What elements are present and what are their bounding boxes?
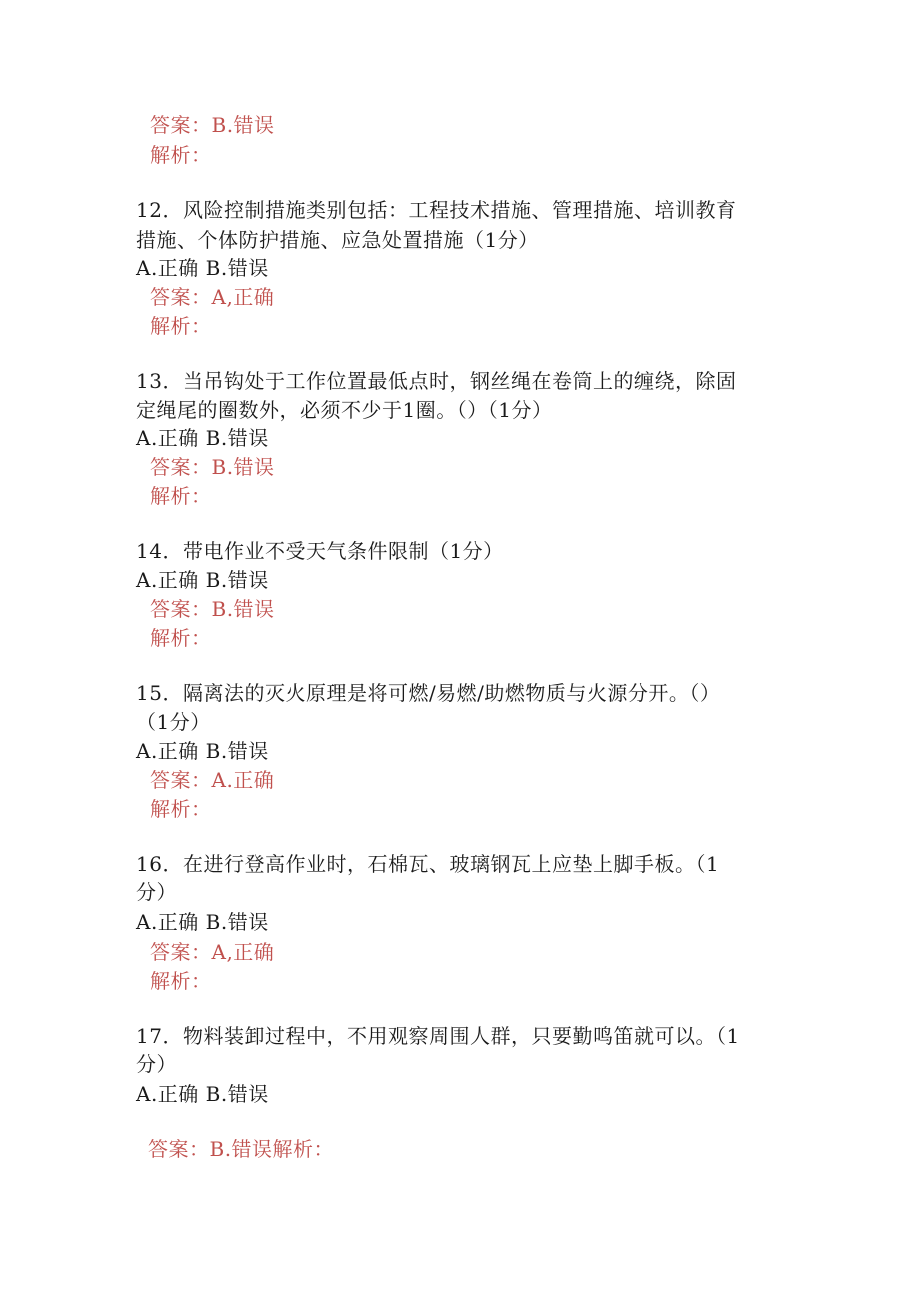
question-14-options: A.正确 B.错误: [136, 568, 269, 592]
question-16-analysis: 解析：: [150, 969, 212, 993]
question-13-answer: 答案：B.错误: [150, 455, 275, 479]
question-14-analysis: 解析：: [150, 626, 212, 650]
question-13-line-1: 13．当吊钩处于工作位置最低点时，钢丝绳在卷筒上的缠绕，除固: [136, 369, 737, 393]
question-13-analysis: 解析：: [150, 484, 212, 508]
question-14-answer: 答案：B.错误: [150, 597, 275, 621]
question-14-line-1: 14．带电作业不受天气条件限制（1分）: [136, 539, 504, 563]
analysis-label: 解析：: [150, 143, 212, 167]
answer-text: 答案：B.错误: [150, 113, 275, 137]
question-16-options: A.正确 B.错误: [136, 910, 269, 934]
question-16-line-1: 16．在进行登高作业时，石棉瓦、玻璃钢瓦上应垫上脚手板。（1: [136, 852, 720, 876]
question-12-analysis: 解析：: [150, 314, 212, 338]
question-17-line-1: 17．物料装卸过程中，不用观察周围人群，只要勤鸣笛就可以。（1: [136, 1024, 740, 1048]
question-17-answer-analysis: 答案：B.错误解析：: [148, 1137, 335, 1161]
question-17-line-2: 分）: [136, 1052, 177, 1076]
question-17-options: A.正确 B.错误: [136, 1082, 269, 1106]
question-12-answer: 答案：A,正确: [150, 285, 275, 309]
question-15-line-2: （1分）: [136, 710, 211, 734]
question-15-answer: 答案：A.正确: [150, 768, 275, 792]
question-16-line-2: 分）: [136, 880, 177, 904]
question-15-analysis: 解析：: [150, 797, 212, 821]
question-12-line-1: 12．风险控制措施类别包括：工程技术措施、管理措施、培训教育: [136, 198, 737, 222]
question-13-line-2: 定绳尾的圈数外，必须不少于1圈。（）（1分）: [136, 398, 553, 422]
question-15-line-1: 15．隔离法的灭火原理是将可燃/易燃/助燃物质与火源分开。（）: [136, 681, 721, 705]
question-13-options: A.正确 B.错误: [136, 426, 269, 450]
question-12-options: A.正确 B.错误: [136, 256, 269, 280]
question-15-options: A.正确 B.错误: [136, 739, 269, 763]
question-12-line-2: 措施、个体防护措施、应急处置措施（1分）: [136, 228, 539, 252]
question-16-answer: 答案：A,正确: [150, 940, 275, 964]
